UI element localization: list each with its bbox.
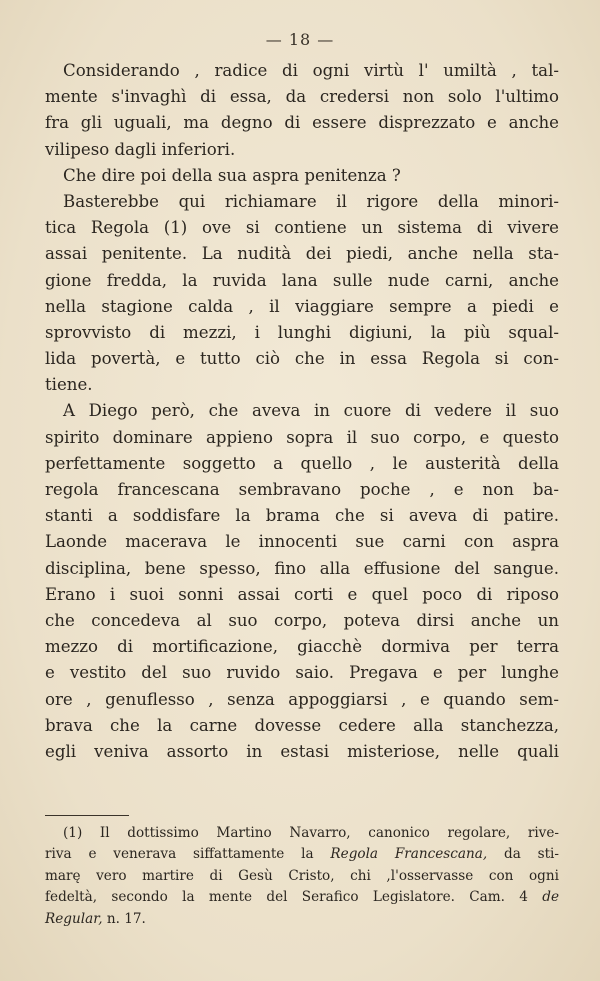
text-line: nella stagione calda , il viaggiare sempre a piedi e [45, 296, 559, 316]
text-line: Laonde macerava le innocenti sue carni con aspra [45, 532, 559, 552]
text-line: stanti a soddisfare la brama che si aveva di patire. [45, 506, 559, 526]
text-line: brava che la carne dovesse cedere alla stanchezza, [45, 715, 559, 735]
text-line: che concedeva al suo corpo, poteva dirsi anche un [45, 610, 559, 630]
text-line: gione fredda, la ruvida lana sulle nude carni, anche [45, 270, 559, 290]
main-text [45, 58, 559, 765]
footnote-text: n. 17. [102, 910, 146, 927]
footnote-text: riva e venerava siffattamente la [45, 846, 331, 863]
footnote-line: marę vero martire di Gesù Cristo, chi ,l'osservasse con ogni [45, 867, 559, 884]
text-line: disciplina, bene spesso, fino alla effusione del sangue. [45, 558, 559, 578]
text-line: tiene. [45, 375, 93, 395]
text-line: spirito dominare appieno sopra il suo corpo, e questo [45, 427, 559, 447]
text-line: sprovvisto di mezzi, i lunghi digiuni, la più squal- [45, 322, 559, 342]
text-line: assai penitente. La nudità dei piedi, anche nella sta- [45, 244, 559, 264]
text-line: vilipeso dagli inferiori. [45, 139, 236, 159]
text-line: Erano i suoi sonni assai corti e quel poco di riposo [45, 584, 559, 604]
page-number: — 18 — [265, 30, 335, 49]
footnote-line [45, 909, 559, 930]
text-line: mezzo di mortificazione, giacchè dormiva per terra [45, 637, 559, 657]
footnote-text: da sti- [487, 846, 559, 863]
footnote-line [45, 844, 559, 865]
footnote-italic-title: Regola Francescana, [330, 846, 488, 863]
text-line: mente s'invaghì di essa, da credersi non solo l'ultimo [45, 87, 559, 107]
footnote-italic-ref: de [542, 889, 559, 906]
footnote-line [45, 887, 559, 908]
footnote-line: (1) Il dottissimo Martino Navarro, canonico regolare, rive- [63, 825, 559, 841]
text-line: perfettamente soggetto a quello , le austerità della [45, 453, 559, 473]
text-line: regola francescana sembravano poche , e non ba- [45, 480, 559, 499]
text-line: Basterebbe qui richiamare il rigore della minori- [63, 191, 559, 211]
text-line: fra gli uguali, ma degno di essere disprezzato e anche [45, 113, 559, 133]
text-line: egli veniva assorto in estasi misteriose, nelle quali [45, 741, 559, 761]
text-line: Che dire poi della sua aspra penitenza ? [63, 165, 401, 185]
text-line: tica Regola (1) ove si contiene un sistema di vivere [45, 218, 559, 238]
footnote-text: fedeltà, secondo la mente del Serafico Legislatore. Cam. 4 [45, 889, 543, 906]
footnote [45, 823, 559, 930]
text-line: lida povertà, e tutto ciò che in essa Regola si con- [45, 349, 559, 369]
text-line: ore , genuflesso , senza appoggiarsi , e quando sem- [45, 689, 559, 709]
footnote-divider [45, 815, 129, 816]
text-line: Considerando , radice di ogni virtù l' umiltà , tal- [63, 61, 559, 80]
text-line: e vestito del suo ruvido saio. Pregava e per lunghe [45, 663, 559, 683]
footnote-italic-ref: Regular, [45, 910, 103, 927]
text-line: A Diego però, che aveva in cuore di vedere il suo [63, 401, 559, 421]
